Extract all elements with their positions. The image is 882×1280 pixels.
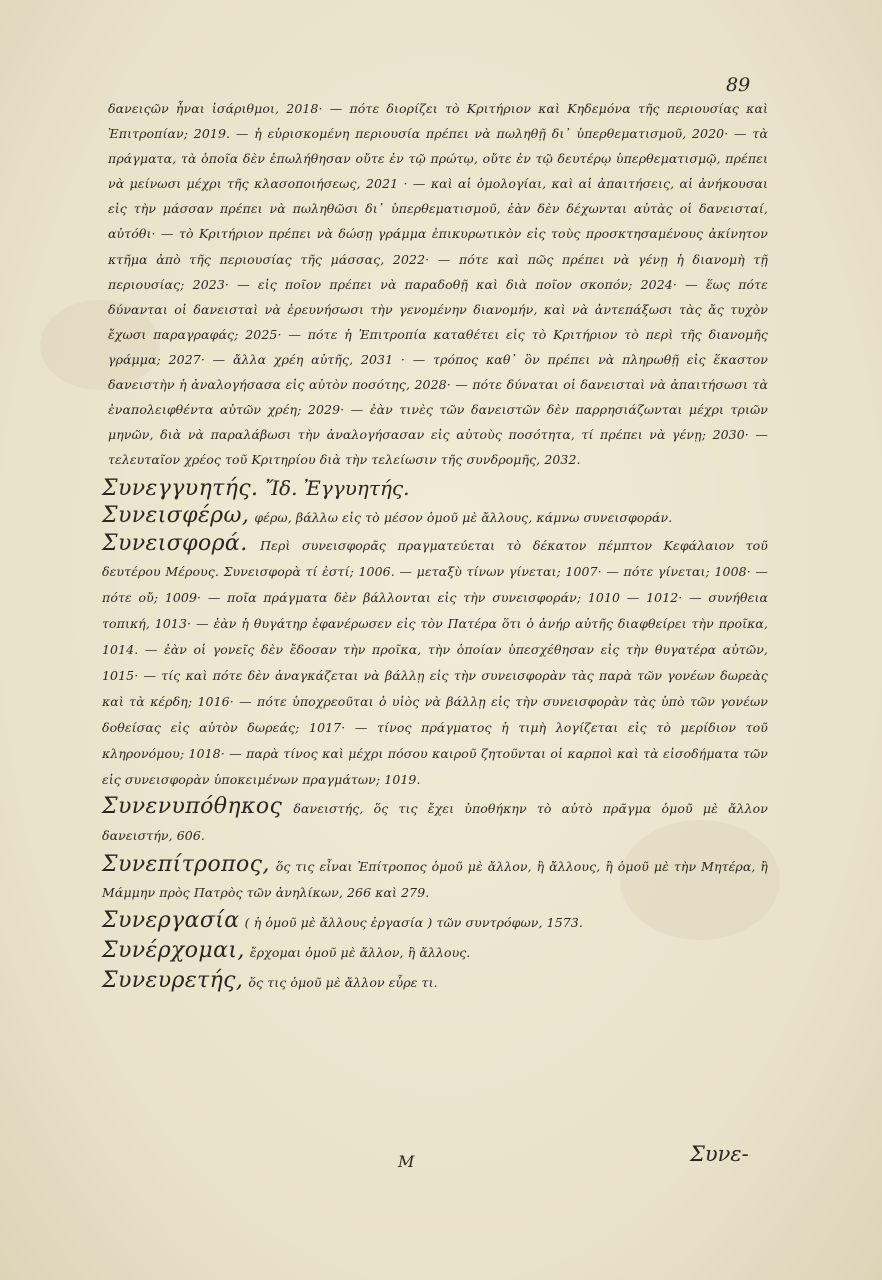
index-entry (102, 968, 768, 995)
entry-body: ὅς τις εἶναι Ἐπίτροπος ὁμοῦ μὲ ἄλλον, ἢ ἄλλους, ἢ ὁμοῦ μὲ τὴν Μητέρα, ἢ Μάμμην πρὸς Πατρὸς τῶν ἀνηλίκων, 266 καὶ 279. (102, 858, 768, 900)
signature-mark: M (398, 1152, 415, 1171)
continuation-paragraph: δανειςῶν ἦναι ἰσάριθμοι, 2018· — πότε διορίζει τὸ Κριτήριον καὶ Κηδεμόνα τῆς περιουσίας καὶ Ἐπιτροπίαν; 2019. — ἡ εὑρισκομένη περιουσία πρέπει νὰ πωληθῇ δι᾽ ὑπερθεματισμοῦ, 2020· — τὰ πράγματα, τὰ ὁποῖα δὲν ἐπωλήθησαν οὔτε ἐν τῷ πρώτῳ, οὔτε ἐν τῷ δευτέρῳ ὑπερθεματισμῷ, πρέπει νὰ μείνωσι μέχρι τῆς κλασοποιήσεως, 2021 · — καὶ αἱ ὁμολογίαι, καὶ αἱ ἀπαιτήσεις, αἱ ἀνήκουσαι εἰς τὴν μάσσαν πρέπει νὰ πωληθῶσι δι᾽ ὑπερθεματισμοῦ, ἐὰν δὲν δέχωνται αὐτὰς οἱ δανεισταί, αὐτόθι· — τὸ Κριτήριον πρέπει νὰ δώσῃ γράμμα ἐπικυρωτικὸν εἰς τοὺς προσκτησαμένους ἀκίνητον κτῆμα ἀπὸ τῆς περιουσίας τῆς μάσσας, 2022· — πότε καὶ πῶς πρέπει νὰ γένῃ ἡ διανομὴ τῇ περιουσίας; 2023· — εἰς ποῖον πρέπει νὰ παραδοθῇ καὶ διὰ ποῖον σκοπόν; 2024· — ἕως πότε δύνανται οἱ δανεισταὶ νὰ ἐρευνήσωσι τὴν γενομένην διανομήν, καὶ νὰ ἀντεπάξωσι τὰς ἄς τυχὸν ἔχωσι παραγραφάς; 2025· — πότε ἡ Ἐπιτροπία καταθέτει εἰς τὸ Κριτήριον τὸ περὶ τῆς διανομῆς γράμμα; 2027· — ἄλλα χρέη αὐτῆς, 2031 · — τρόπος καθ᾽ ὃν πρέπει νὰ πληρωθῇ εἰς ἕκαστον δανειστὴν ἡ ἀναλογήσασα εἰς αὐτὸν ποσότης, 2028· — πότε δύναται οἱ δανεισταὶ νὰ ἀπαιτήσωσι τὰ ἐναπολειφθέντα αὐτῶν χρέη; 2029· — ἐὰν τινὲς τῶν δανειστῶν δὲν παρρησιάζωνται μέχρι τριῶν μηνῶν, διὰ νὰ παραλάβωσι τὴν ἀναλογήσασαν εἰς αὐτοὺς ποσότητα, τί πρέπει νὰ γένῃ; 2030· — τελευταῖον χρέος τοῦ Κριτηρίου διὰ τὴν τελείωσιν τῆς συνδρομῆς, 2032. (108, 101, 768, 468)
page-number: 89 (726, 74, 751, 96)
index-entry (102, 475, 768, 502)
entry-body: ἔρχομαι ὁμοῦ μὲ ἄλλον, ἢ ἄλλους. (249, 944, 471, 960)
index-entry (102, 938, 768, 965)
index-text (102, 96, 768, 995)
index-entry (102, 794, 768, 847)
entry-headword: Συνεισφέρω, (102, 503, 250, 529)
entry-headword: Συνευρετής, (102, 968, 244, 993)
entry-headword: Συνεγγυητής. (102, 476, 259, 502)
entry-headword: Συνεισφορά. (102, 530, 248, 556)
catchword: Συνε- (690, 1142, 749, 1166)
index-entry (102, 852, 768, 905)
entry-body: Ἴδ. Ἐγγυητής. (265, 476, 410, 501)
entry-body: ὅς τις ὁμοῦ μὲ ἄλλον εὗρε τι. (248, 975, 438, 990)
entry-headword: Συνέρχομαι, (102, 937, 245, 963)
entry-headword: Συνεργασία (102, 907, 240, 933)
index-entry (102, 908, 768, 935)
entry-body: φέρω, βάλλω εἰς τὸ μέσον ὁμοῦ μὲ ἄλλους, κάμνω συνεισφοράν. (254, 510, 673, 526)
entry-body: δανειστής, ὅς τις ἔχει ὑποθήκην τὸ αὐτὸ πρᾶγμα ὁμοῦ μὲ ἄλλον δανειστήν, 606. (102, 801, 768, 843)
entry-body: Περὶ συνεισφορᾶς πραγματεύεται τὸ δέκατον πέμπτον Κεφάλαιον τοῦ δευτέρου Μέρους. Συνεισφορὰ τί ἐστί; 1006. — μεταξὺ τίνων γίνεται; 1007· — πότε γίνεται; 1008· — πότε οὔ; 1009· — ποῖα πράγματα δὲν βάλλονται εἰς τὴν συνεισφοράν; 1010 — 1012· — συνήθεια τοπική, 1013· — ἐὰν ἡ θυγάτηρ ἐφανέρωσεν εἰς τὸν Πατέρα ὅτι ὁ ἀνήρ αὐτῆς διαφθείρει τὴν προῖκα, 1014. — ἐὰν οἱ γονεῖς δὲν ἔδοσαν τὴν προῖκα, τὴν ὁποίαν ὑπεσχέθησαν εἰς τὴν θυγατέρα αὐτῶν, 1015· — τίς καὶ πότε δὲν ἀναγκάζεται νὰ βάλλῃ εἰς τὴν συνεισφορὰν τὰς παρὰ τῶν γονέων δωρεὰς καὶ τὰ κέρδη; 1016· — πότε ὑποχρεοῦται ὁ υἱὸς νὰ βάλλῃ εἰς τὴν συνεισφορὰν τὰς ὑπὸ τῶν γονέων δοθείσας εἰς αὐτὸν δωρεάς; 1017· — τίνος πράγματος ἡ τιμὴ λογίζεται εἰς τὸ μερίδιον τοῦ κληρονόμου; 1018· — παρὰ τίνος καὶ μέχρι πόσου καιροῦ ζητοῦνται οἱ καρποὶ καὶ τὰ εἰσοδήματα τῶν εἰς συνεισφορὰν ὑποκειμένων πραγμάτων; 1019. (102, 537, 768, 788)
entry-body: ( ἡ ὁμοῦ μὲ ἄλλους ἐργασία ) τῶν συντρόφων, 1573. (244, 914, 583, 930)
index-entry (102, 504, 768, 530)
index-entry (102, 531, 768, 793)
entry-headword: Συνενυπόθηκος (102, 794, 283, 820)
entry-headword: Συνεπίτροπος, (102, 851, 270, 877)
